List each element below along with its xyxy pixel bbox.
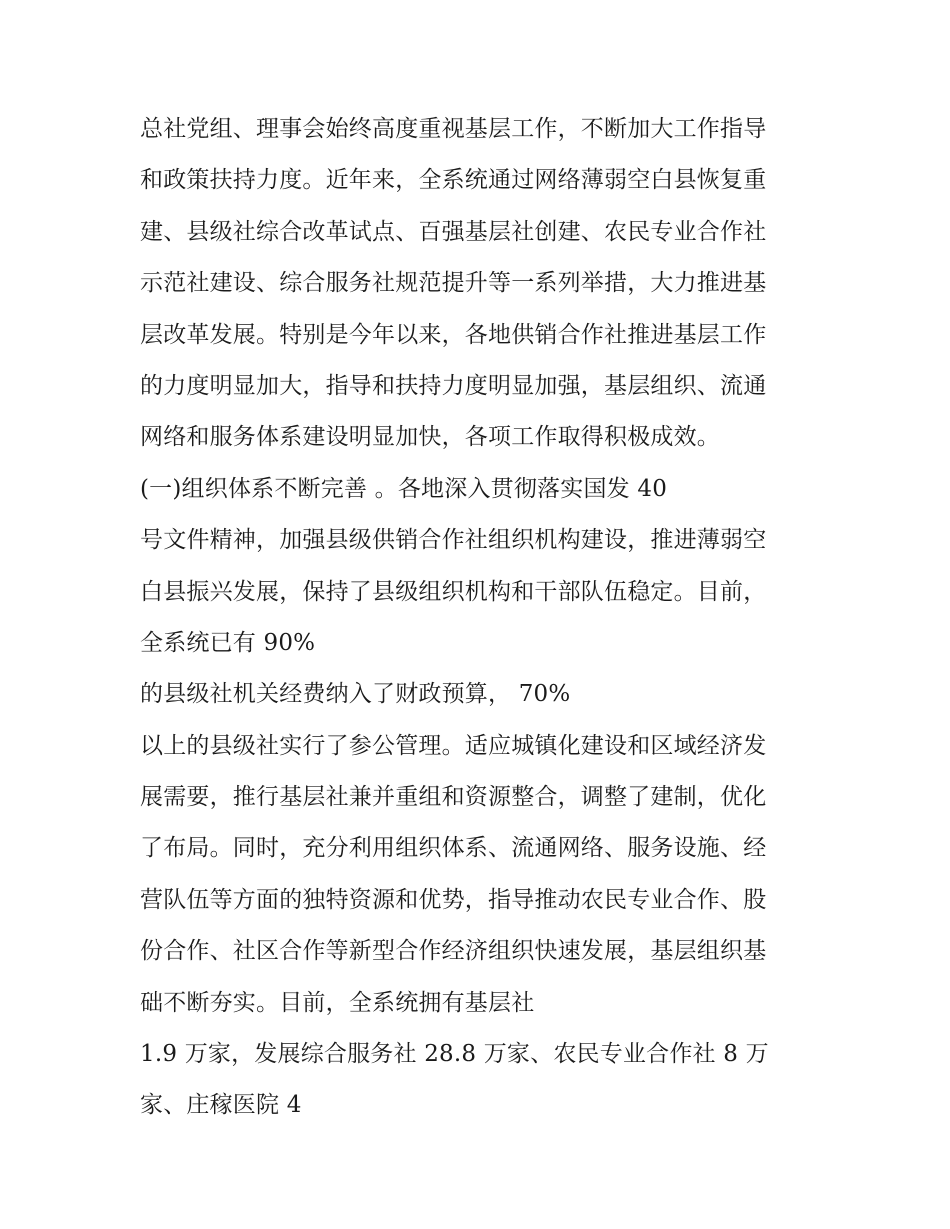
text-line: 的县级社机关经费纳入了财政预算， 70% (140, 681, 571, 708)
text-line: 示范社建设、综合服务社规范提升等一系列举措，大力推进基 (140, 270, 767, 297)
body-text (140, 104, 820, 1132)
text-line: 营队伍等方面的独特资源和优势，指导推动农民专业合作、股 (140, 886, 767, 913)
text-line: 网络和服务体系建设明显加快，各项工作取得积极成效。 (140, 424, 720, 451)
text-line: 全系统已有 90% (140, 629, 316, 656)
text-line: 建、县级社综合改革试点、百强基层社创建、农民专业合作社 (140, 218, 767, 245)
text-line: 1.9 万家，发展综合服务社 28.8 万家、农民专业合作社 8 万 (140, 1041, 769, 1068)
text-line: 和政策扶持力度。近年来，全系统通过网络薄弱空白县恢复重 (140, 167, 767, 194)
text-line: 家、庄稼医院 4 (140, 1092, 302, 1119)
text-line: 层改革发展。特别是今年以来，各地供销合作社推进基层工作 (140, 321, 767, 348)
text-line: 了布局。同时，充分利用组织体系、流通网络、服务设施、经 (140, 835, 767, 862)
text-line: 以上的县级社实行了参公管理。适应城镇化建设和区域经济发 (140, 732, 767, 759)
text-line: 白县振兴发展，保持了县级组织机构和干部队伍稳定。目前， (140, 578, 767, 605)
text-line: 的力度明显加大，指导和扶持力度明显加强，基层组织、流通 (140, 372, 767, 399)
text-line: 础不断夯实。目前，全系统拥有基层社 (140, 989, 535, 1016)
section-heading-line: (一)组织体系不断完善 。各地深入贯彻落实国发 40 (140, 475, 668, 502)
text-line: 总社党组、理事会始终高度重视基层工作，不断加大工作指导 (140, 116, 767, 142)
text-line: 号文件精神，加强县级供销合作社组织机构建设，推进薄弱空 (140, 527, 767, 554)
text-line: 份合作、社区合作等新型合作经济组织快速发展，基层组织基 (140, 938, 767, 965)
text-line: 展需要，推行基层社兼并重组和资源整合，调整了建制，优化 (140, 784, 767, 811)
